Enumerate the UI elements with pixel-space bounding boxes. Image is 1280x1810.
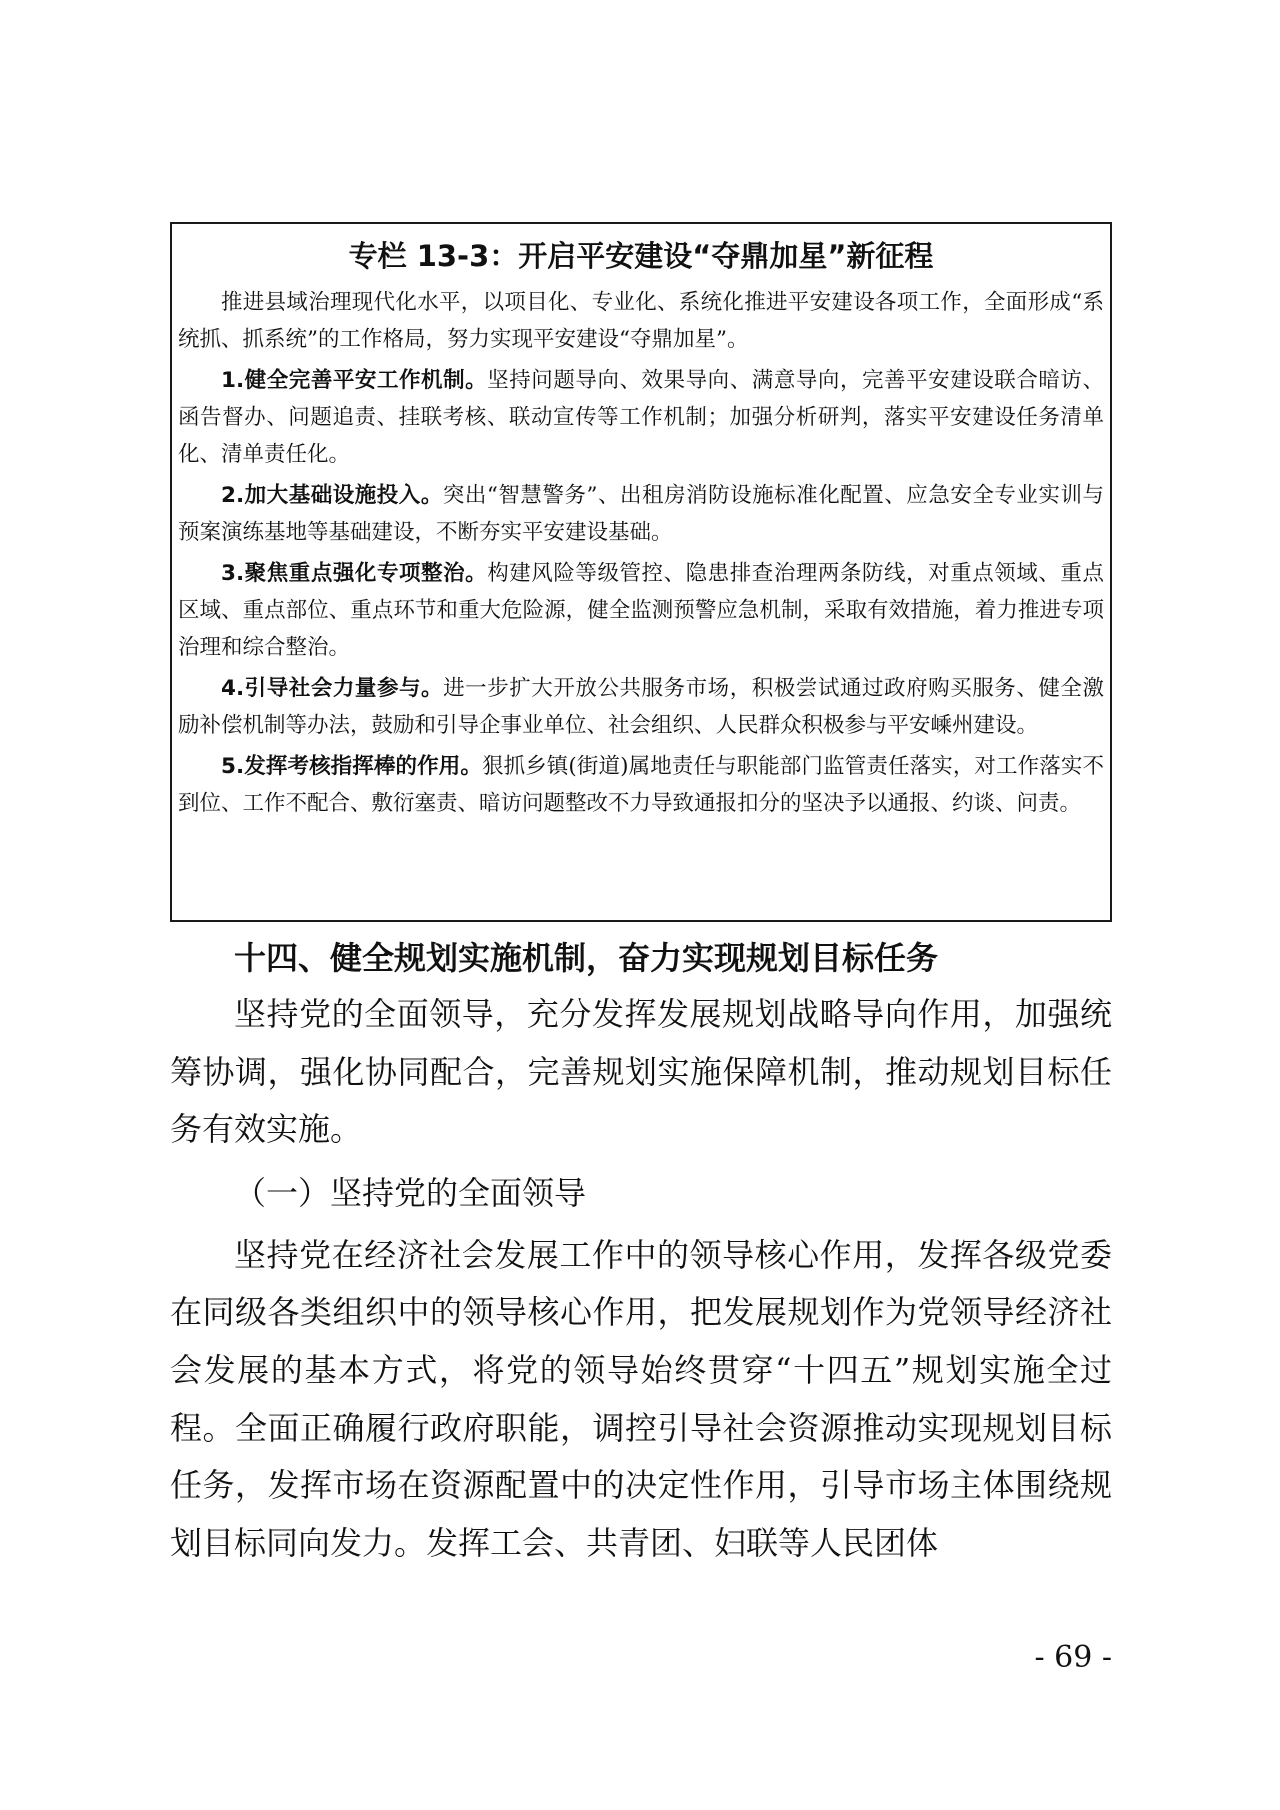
box-item-text: 进一步扩大开放公共服务市场，积极尝试通过政府购买服务、健全激励补偿机制等办法，鼓励和引导企事业单位、社会组织、人民群众积极参与平安嵊州建设。 <box>178 676 1104 738</box>
box-item-5 <box>178 748 1104 822</box>
section-intro: 坚持党的全面领导，充分发挥发展规划战略导向作用，加强统筹协调，强化协同配合，完善规划实施保障机制，推动规划目标任务有效实施。 <box>170 995 1112 1149</box>
box-item-lead: 2.加大基础设施投入。 <box>221 483 443 508</box>
box-item-text: 构建风险等级管控、隐患排查治理两条防线，对重点领域、重点区域、重点部位、重点环节和重大危险源，健全监测预警应急机制，采取有效措施，着力推进专项治理和综合整治。 <box>178 561 1104 660</box>
box-item-lead: 5.发挥考核指挥棒的作用。 <box>221 754 482 779</box>
page-number: - 69 - <box>1034 1640 1112 1675</box>
box-intro: 推进县域治理现代化水平，以项目化、专业化、系统化推进平安建设各项工作，全面形成“系统抓、抓系统”的工作格局，努力实现平安建设“夺鼎加星”。 <box>178 290 1104 352</box>
main-text <box>170 930 1112 1572</box>
sub-text: 坚持党在经济社会发展工作中的领导核心作用，发挥各级党委在同级各类组织中的领导核心作用，把发展规划作为党领导经济社会发展的基本方式，将党的领导始终贯穿“十四五”规划实施全过程。全面正确履行政府职能，调控引导社会资源推动实现规划目标任务，发挥市场在资源配置中的决定性作用，引导市场主体围绕规划目标同向发力。发挥工会、共青团、妇联等人民团体 <box>170 1235 1112 1562</box>
box-item-lead: 4.引导社会力量参与。 <box>221 676 444 701</box>
box-item-1 <box>178 362 1104 473</box>
box-item-lead: 1.健全完善平安工作机制。 <box>221 368 488 393</box>
box-item-text: 狠抓乡镇(街道)属地责任与职能部门监管责任落实，对工作落实不到位、工作不配合、敷衍塞责、暗访问题整改不力导致通报扣分的坚决予以通报、约谈、问责。 <box>178 754 1104 816</box>
box-title: 专栏 13-3：开启平安建设“夺鼎加星”新征程 <box>348 239 934 273</box>
box-item-2 <box>178 477 1104 551</box>
box-item-text: 坚持问题导向、效果导向、满意导向，完善平安建设联合暗访、函告督办、问题追责、挂联考核、联动宣传等工作机制；加强分析研判，落实平安建设任务清单化、清单责任化。 <box>178 368 1104 467</box>
box-item-text: 突出“智慧警务”、出租房消防设施标准化配置、应急安全专业实训与预案演练基地等基础建设，不断夯实平安建设基础。 <box>178 483 1104 545</box>
sub-heading: （一）坚持党的全面领导 <box>234 1173 587 1212</box>
box-item-3 <box>178 555 1104 666</box>
box-item-lead: 3.聚焦重点强化专项整治。 <box>221 561 488 586</box>
box-item-4 <box>178 670 1104 744</box>
section-heading: 十四、健全规划实施机制，奋力实现规划目标任务 <box>234 939 939 977</box>
column-box-13-3 <box>170 222 1112 922</box>
